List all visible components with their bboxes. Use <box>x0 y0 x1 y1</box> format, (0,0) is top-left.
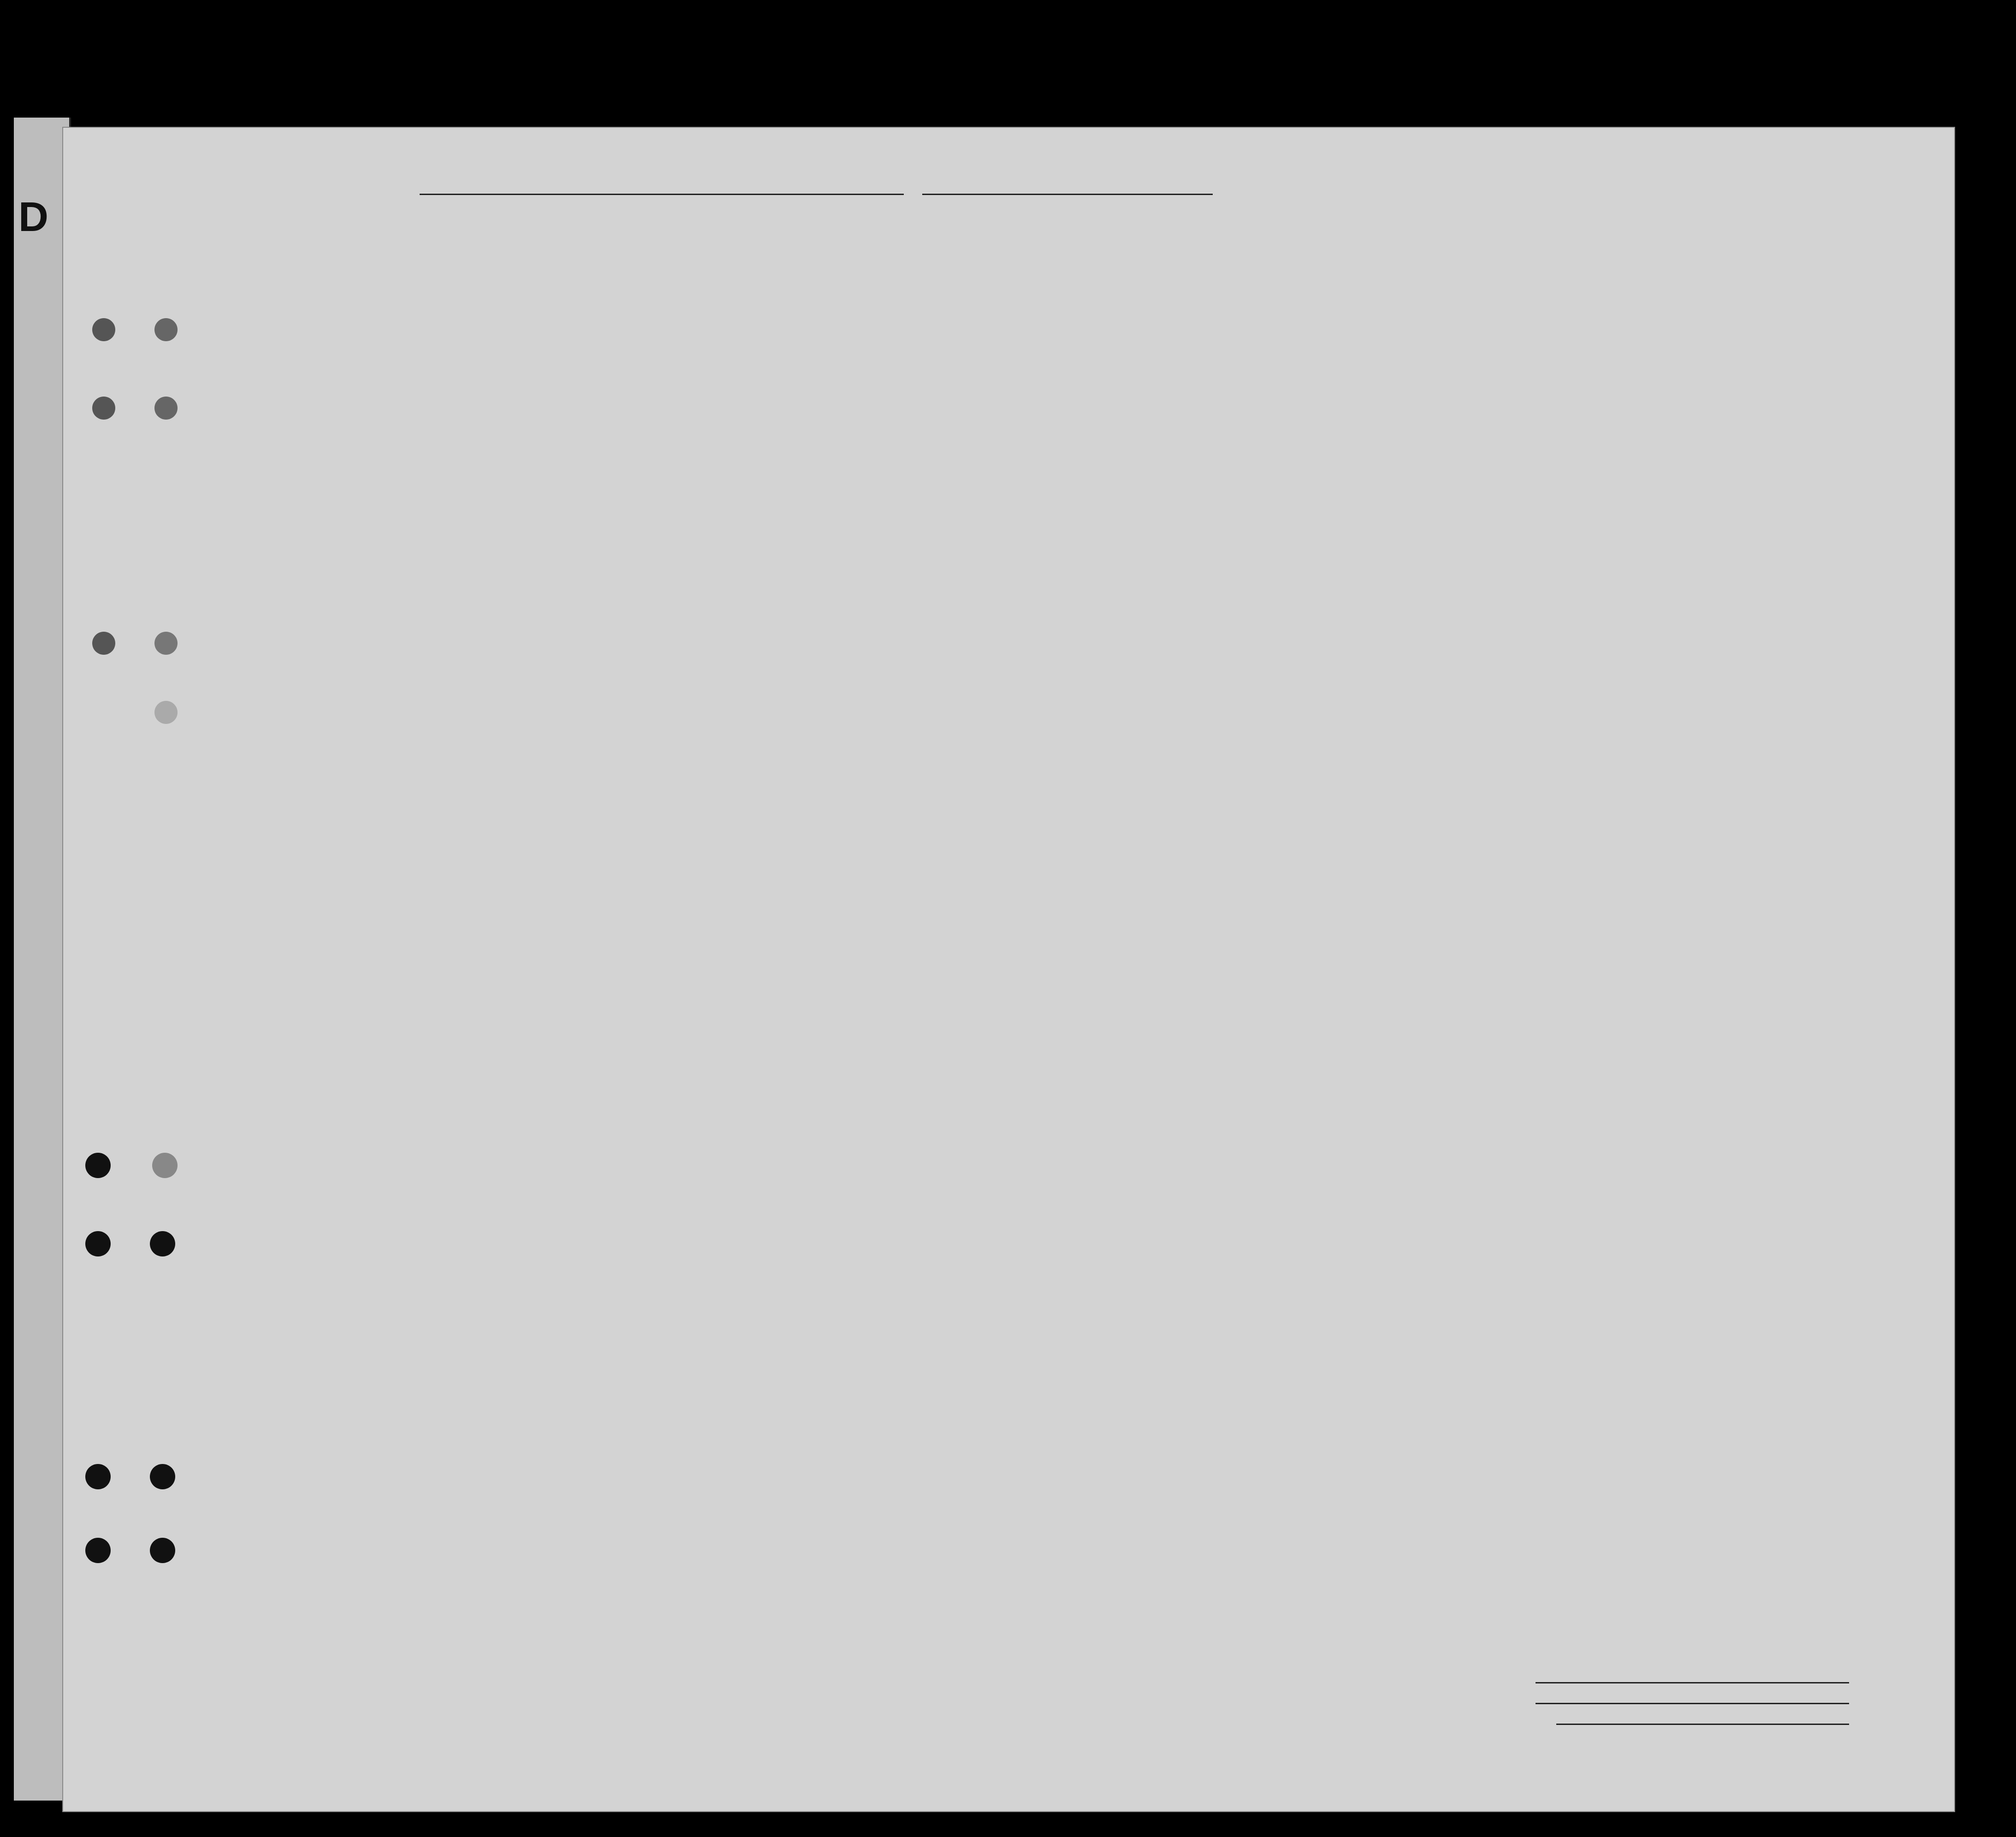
header-arrested <box>1499 392 1517 503</box>
binder-hole <box>85 1153 111 1178</box>
previous-page-lettering: D <box>18 194 48 240</box>
header-inches <box>1653 480 1676 507</box>
binder-hole <box>150 1464 175 1489</box>
binder-hole <box>150 1538 175 1563</box>
binder-hole <box>85 1231 111 1256</box>
binder-hole <box>154 397 178 420</box>
agents-underline <box>1556 1724 1849 1725</box>
header-excluded <box>1478 392 1496 503</box>
binder-hole <box>92 318 115 341</box>
binder-hole <box>154 318 178 341</box>
line-underline <box>1536 1682 1849 1683</box>
binder-hole <box>85 1538 111 1563</box>
owners-underline <box>1536 1703 1849 1704</box>
header-ticket <box>646 387 669 493</box>
binder-hole <box>150 1231 175 1256</box>
binder-hole <box>92 397 115 420</box>
header-fifty-dollars <box>761 387 786 498</box>
header-feet <box>1630 484 1653 507</box>
binder-hole <box>154 632 178 655</box>
header-polygamist <box>1340 394 1353 500</box>
header-labor-offer <box>1443 392 1476 503</box>
binder-hole <box>85 1464 111 1489</box>
binder-hole <box>92 632 115 655</box>
header-overthrow <box>1386 392 1441 503</box>
binder-hole <box>152 1153 178 1178</box>
header-prison <box>1299 394 1323 505</box>
header-anarchist <box>1365 394 1379 500</box>
binder-hole <box>154 701 178 724</box>
